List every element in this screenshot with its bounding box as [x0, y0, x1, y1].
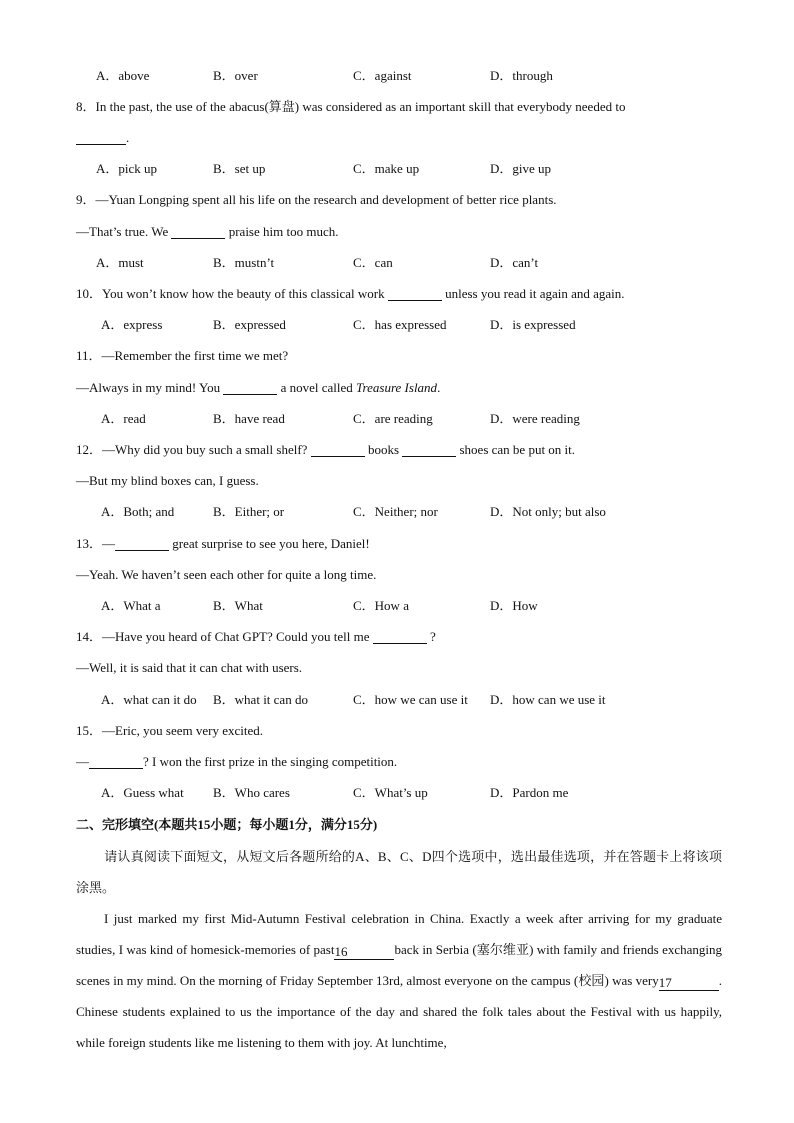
passage-text-1: I just marked my first Mid-Autumn Festival celebration in China. Exactly a week after arriving for my graduate studies, I was kind of homesick-memories of past [76, 911, 722, 957]
q8-stem-end: . [126, 130, 130, 145]
q15-blank [89, 754, 143, 769]
q10-option-b[interactable]: B．expressed [213, 317, 286, 332]
q8-stem-blank [76, 128, 722, 148]
q12-stem-mid: books [364, 442, 403, 457]
section2-instruction-text: 请认真阅读下面短文，从短文后各题所给的A、B、C、D四个选项中，选出最佳选项，并在答题卡上将该项涂黑。 [76, 849, 722, 895]
q11-reply-end: . [437, 380, 441, 395]
q12-stem-pre: 12．—Why did you buy such a small shelf? [76, 442, 311, 457]
q12-blank-2 [402, 442, 456, 457]
q13-reply: —Yeah. We haven’t seen each other for quite a long time. [76, 567, 377, 582]
q11-reply [76, 378, 722, 398]
q10-option-d[interactable]: D．is expressed [490, 317, 576, 332]
q12-option-c[interactable]: C．Neither; nor [353, 504, 438, 519]
q12-stem [76, 440, 722, 460]
q9-option-d[interactable]: D．can’t [490, 255, 539, 270]
q14-option-d[interactable]: D．how can we use it [490, 692, 606, 707]
q13-stem [76, 534, 722, 554]
q13-option-b[interactable]: B．What [213, 598, 263, 613]
q13-blank [115, 536, 169, 551]
q11-option-a[interactable]: A．read [101, 411, 146, 426]
q8-stem: 8．In the past, the use of the abacus(算盘) was considered as an important skill that everybody needed to [76, 99, 626, 114]
section2-instruction [76, 841, 722, 903]
q9-options [76, 253, 722, 273]
q10-stem-pre: 10．You won’t know how the beauty of this classical work [76, 286, 388, 301]
q11-option-b[interactable]: B．have read [213, 411, 285, 426]
q12-reply: —But my blind boxes can, I guess. [76, 473, 259, 488]
q14-option-b[interactable]: B．what it can do [213, 692, 308, 707]
q7-option-a[interactable]: A．above [96, 68, 150, 83]
section2-title: 二、完形填空(本题共15小题；每小题1分，满分15分) [76, 817, 378, 832]
q12-option-d[interactable]: D．Not only; but also [490, 504, 606, 519]
q11-option-c[interactable]: C．are reading [353, 411, 433, 426]
q14-stem [76, 627, 722, 647]
q13-option-d[interactable]: D．How [490, 598, 538, 613]
q8-option-b[interactable]: B．set up [213, 161, 266, 176]
q7-option-b[interactable]: B．over [213, 68, 258, 83]
q9-reply [76, 222, 722, 242]
q15-option-b[interactable]: B．Who cares [213, 785, 290, 800]
q11-options [76, 409, 722, 429]
q15-option-d[interactable]: D．Pardon me [490, 785, 569, 800]
q12-blank-1 [311, 442, 365, 457]
passage-text-3: . Chinese students explained to us the importance of the day and shared the folk tales about the Festival with us happily, while foreign students like me listening to them with joy. At lunchtime, [76, 973, 722, 1050]
q15-reply-post: ? I won the first prize in the singing competition. [143, 754, 398, 769]
q7-option-d[interactable]: D．through [490, 68, 553, 83]
q10-option-a[interactable]: A．express [101, 317, 163, 332]
q12-option-b[interactable]: B．Either; or [213, 504, 285, 519]
q9-option-a[interactable]: A．must [96, 255, 144, 270]
q9-option-b[interactable]: B．mustn’t [213, 255, 275, 270]
q11-reply-mid: a novel called [277, 380, 357, 395]
q11-book-title: Treasure Island [356, 380, 438, 395]
q11-reply-pre: —Always in my mind! You [76, 380, 224, 395]
q13-option-c[interactable]: C．How a [353, 598, 409, 613]
q10-stem-post: unless you read it again and again. [441, 286, 625, 301]
q12-stem-post: shoes can be put on it. [456, 442, 576, 457]
q13-option-a[interactable]: A．What a [101, 598, 161, 613]
q12-option-a[interactable]: A．Both; and [101, 504, 175, 519]
q8-options [76, 159, 722, 179]
q10-option-c[interactable]: C．has expressed [353, 317, 447, 332]
q9-reply-post: praise him too much. [225, 224, 339, 239]
q7-options [76, 66, 722, 86]
q14-option-c[interactable]: C．how we can use it [353, 692, 468, 707]
q11-option-d[interactable]: D．were reading [490, 411, 580, 426]
cloze-blank-17: 17 [659, 975, 719, 991]
q12-options [76, 502, 722, 522]
q13-stem-post: great surprise to see you here, Daniel! [169, 536, 370, 551]
cloze-blank-16: 16 [334, 944, 394, 960]
cloze-passage [76, 903, 722, 1058]
q15-reply-pre: — [76, 754, 89, 769]
q8-option-c[interactable]: C．make up [353, 161, 420, 176]
q10-options [76, 315, 722, 335]
q15-reply [76, 752, 722, 772]
q15-stem: 15．—Eric, you seem very excited. [76, 723, 263, 738]
passage-text-2: back in Serbia (塞尔维亚) with family and friends exchanging scenes in my mind. On the morning of Friday September 13rd, almost everyone on the campus (校园) was very [76, 942, 722, 988]
q13-stem-pre: 13．— [76, 536, 116, 551]
q14-blank [373, 629, 427, 644]
q15-option-c[interactable]: C．What’s up [353, 785, 428, 800]
q14-option-a[interactable]: A．what can it do [101, 692, 197, 707]
q10-blank [388, 286, 442, 301]
q14-stem-pre: 14．—Have you heard of Chat GPT? Could you tell me [76, 629, 373, 644]
q10-stem [76, 284, 722, 304]
q14-reply: —Well, it is said that it can chat with users. [76, 660, 303, 675]
q11-blank [223, 380, 277, 395]
q11-stem: 11．—Remember the first time we met? [76, 348, 289, 363]
q9-blank [171, 224, 225, 239]
q8-option-a[interactable]: A．pick up [96, 161, 158, 176]
q8-blank [76, 130, 126, 145]
q15-option-a[interactable]: A．Guess what [101, 785, 184, 800]
q15-options [76, 783, 722, 803]
q14-stem-post: ? [426, 629, 436, 644]
q7-option-c[interactable]: C．against [353, 68, 412, 83]
q13-options [76, 596, 722, 616]
q9-reply-pre: —That’s true. We [76, 224, 172, 239]
q8-option-d[interactable]: D．give up [490, 161, 552, 176]
q9-option-c[interactable]: C．can [353, 255, 393, 270]
q14-options [76, 690, 722, 710]
q9-stem: 9．—Yuan Longping spent all his life on the research and development of better rice plants. [76, 192, 557, 207]
